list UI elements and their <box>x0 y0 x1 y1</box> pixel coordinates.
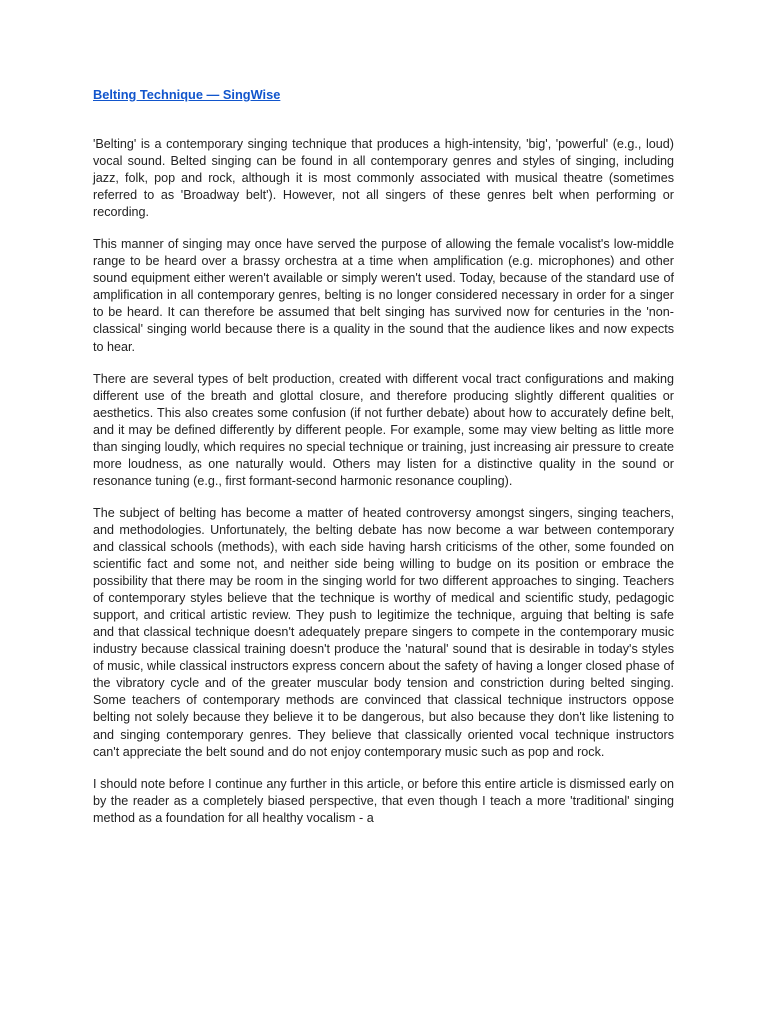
paragraph-4: The subject of belting has become a matter of heated controversy amongst singers, singing teachers, and methodologies. Unfortunately, the belting debate has now become a war between contemporary and classical schools (methods), with each side having harsh criticisms of the other, some founded on scientific fact and some not, and neither side being willing to budge on its position or embrace the possibility that there may be room in the singing world for two different approaches to singing. Teachers of contemporary styles believe that the technique is worthy of medical and scientific study, pedagogic support, and critical artistic review. They push to legitimize the technique, arguing that belting is safe and that classical technique doesn't adequately prepare singers to compete in the contemporary music industry because classical training doesn't produce the 'natural' sound that is desirable in today's styles of music, while classical instructors express concern about the safety of having a longer closed phase of the vibratory cycle and of the greater muscular body tension and constriction during belted singing. Some teachers of contemporary methods are convinced that classical technique instructors oppose belting not solely because they believe it to be dangerous, but also because they don't like listening to and singing contemporary genres. They believe that classically oriented vocal technique instructors can't appreciate the belt sound and do not enjoy contemporary music such as pop and rock. <box>93 505 674 759</box>
article-title-link[interactable]: Belting Technique — SingWise <box>93 87 281 102</box>
paragraph-1: 'Belting' is a contemporary singing technique that produces a high-intensity, 'big', 'powerful' (e.g., loud) vocal sound. Belted singing can be found in all contemporary genres and styles of singing, including jazz, folk, pop and rock, although it is most commonly associated with musical theatre (sometimes referred to as 'Broadway belt'). However, not all singers of these genres belt when performing or recording. <box>93 137 674 220</box>
paragraph-3: There are several types of belt production, created with different vocal tract configurations and making different use of the breath and glottal closure, and therefore producing slightly different qualities or aesthetics. This also creates some confusion (if not further debate) about how to accurately define belt, and it may be defined differently by different people. For example, some may view belting as little more than singing loudly, which requires no special technique or training, just increasing air pressure to create more loudness, as one naturally would. Others may listen for a distinctive quality in the sound or resonance tuning (e.g., first formant-second harmonic resonance coupling). <box>93 371 674 488</box>
document-page <box>93 86 674 842</box>
paragraph-2: This manner of singing may once have served the purpose of allowing the female vocalist's low-middle range to be heard over a brassy orchestra at a time when amplification (e.g. microphones) and other sound equipment either weren't available or simply weren't used. Today, because of the standard use of amplification in all contemporary genres, belting is no longer considered necessary in order for a singer to be heard. It can therefore be assumed that belt singing has survived now for centuries in the 'non-classical' singing world because there is a quality in the sound that the audience likes and now expects to hear. <box>93 237 674 354</box>
paragraph-5: I should note before I continue any further in this article, or before this entire article is dismissed early on by the reader as a completely biased perspective, that even though I teach a more 'traditional' singing method as a foundation for all healthy vocalism - a <box>93 776 674 825</box>
